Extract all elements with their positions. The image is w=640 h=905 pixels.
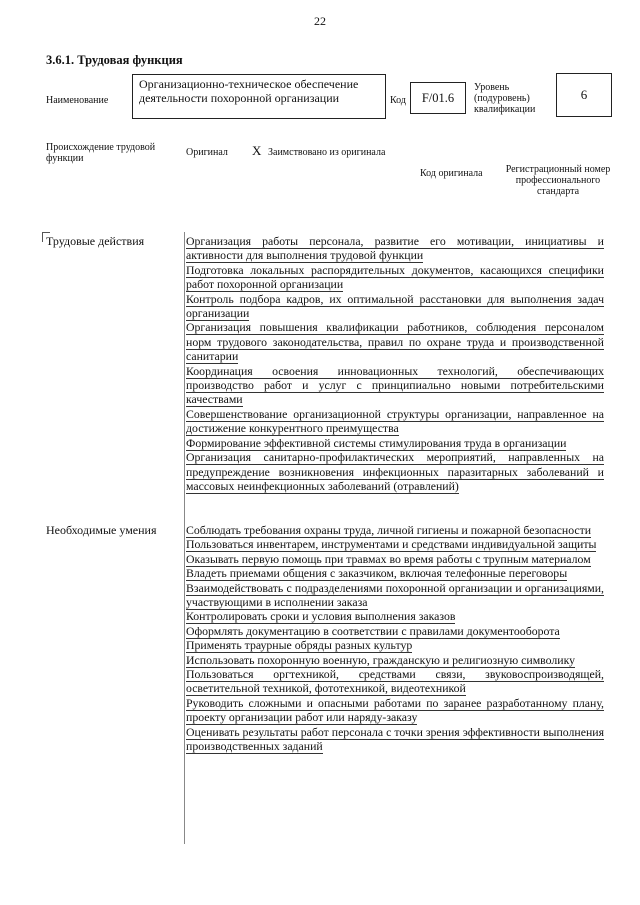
list-item: Оценивать результаты работ персонала с точки зрения эффективности выполнения производственных заданий [186, 724, 604, 754]
list-item: Соблюдать требования охраны труда, личной гигиены и пожарной безопасности [186, 523, 592, 537]
x-mark: X [252, 143, 262, 158]
labor-actions-list [186, 234, 604, 493]
list-item: Пользоваться оргтехникой, средствами связи, звуковоспроизводящей, осветительной техникой, фототехникой, видеотехникой [186, 667, 604, 696]
name-label: Наименование [46, 95, 109, 106]
reg-number-label: Регистрационный номер профессионального стандарта [505, 164, 611, 197]
list-item: Оформлять документацию в соответствии с правилами документооборота [186, 623, 560, 638]
original-label: Оригинал [186, 147, 228, 158]
list-item: Совершенствование организационной структуры организации, направленное на достижение конкурентного преимущества [186, 406, 604, 436]
list-item: Взаимодействовать с подразделениями похоронной организации и организациями, участвующими в исполнении заказа [186, 580, 604, 610]
list-item: Оказывать первую помощь при травмах во время работы с трупным материалом [186, 551, 591, 566]
code-value: F/01.6 [421, 90, 455, 105]
function-name-box [132, 74, 386, 119]
level-value: 6 [580, 87, 588, 102]
list-item: Использовать похоронную военную, гражданскую и религиозную символику [186, 652, 576, 667]
required-skills-list [186, 523, 604, 754]
labor-actions-label: Трудовые действия [46, 234, 145, 248]
list-item: Координация освоения инновационных технологий, обеспечивающих производство работ и услуг с принципиально новыми потребительскими качествами [186, 363, 604, 407]
list-item: Формирование эффективной системы стимулирования труда в организации [186, 435, 567, 450]
list-item: Руководить сложными и опасными работами по заранее разработанному плану, проекту организации работ или наряду-заказу [186, 695, 604, 725]
column-divider [184, 232, 185, 522]
code-label: Код [390, 95, 406, 106]
page-number: 22 [314, 14, 326, 28]
code-box [410, 82, 466, 114]
required-skills-label: Необходимые умения [46, 523, 157, 537]
list-item: Контролировать сроки и условия выполнения заказов [186, 609, 456, 624]
list-item: Применять траурные обряды разных культур [186, 638, 413, 653]
level-box [556, 73, 612, 117]
list-item: Организация повышения квалификации работников, соблюдения персоналом норм трудового законодательства, правил по охране труда и производственной санитарии [186, 320, 604, 364]
code-original-label: Код оригинала [420, 168, 483, 179]
column-divider [184, 522, 185, 844]
list-item: Подготовка локальных распорядительных документов, касающихся специфики работ похоронной организации [186, 262, 604, 292]
level-label: Уровень (подуровень) квалификации [474, 82, 536, 115]
list-item: Пользоваться инвентарем, инструментами и средствами индивидуальной защиты [186, 537, 597, 552]
origin-label: Происхождение трудовой функции [46, 142, 156, 164]
borrowed-label: Заимствовано из оригинала [268, 147, 386, 158]
section-title: 3.6.1. Трудовая функция [46, 53, 183, 67]
list-item: Организация работы персонала, развитие его мотивации, инициативы и активности для выполнения трудовой функции [186, 234, 604, 263]
list-item: Владеть приемами общения с заказчиком, включая телефонные переговоры [186, 566, 568, 581]
function-name: Организационно-техническое обеспечение деятельности похоронной организации [139, 77, 359, 105]
list-item: Организация санитарно-профилактических мероприятий, направленных на предупреждение возникновения инфекционных паразитарных заболеваний и массовых неинфекционных заболеваний (отравлений) [186, 450, 604, 493]
list-item: Контроль подбора кадров, их оптимальной расстановки для выполнения задач организации [186, 291, 604, 321]
